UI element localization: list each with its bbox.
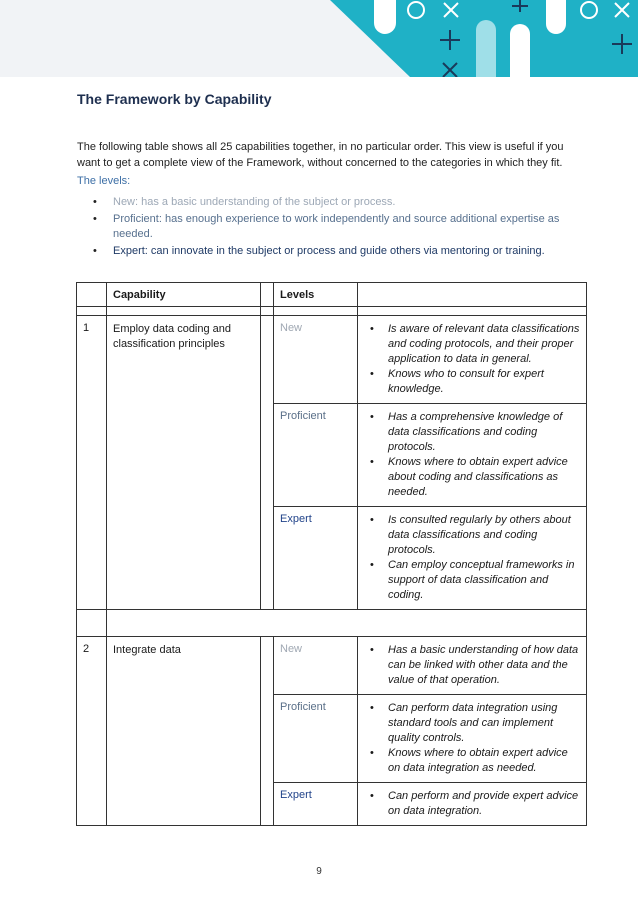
list-item: • Knows where to obtain expert advice on data integration as needed. <box>358 746 580 776</box>
list-item: • Is aware of relevant data classifications and coding protocols, and their proper application to data in general. <box>358 322 580 367</box>
header-capability: Capability <box>107 283 261 307</box>
table-row <box>77 316 587 404</box>
list-item: • Knows where to obtain expert advice about coding and classifications as needed. <box>358 455 580 500</box>
capability-name: Integrate data <box>107 637 261 826</box>
decorative-pattern-icon <box>0 0 638 77</box>
intro-paragraph: The following table shows all 25 capabilities together, in no particular order. This view is useful if you want to get a complete view of the Framework, without concerned to the categories in which they fit. <box>77 141 564 169</box>
header-levels: Levels <box>274 283 358 307</box>
level-label: Proficient <box>274 695 358 783</box>
spacer-row <box>77 307 587 316</box>
list-item: • Can perform data integration using standard tools and can implement quality controls. <box>358 701 580 746</box>
level-label: Proficient <box>274 404 358 507</box>
table-row <box>77 637 587 695</box>
header-num-cell <box>77 283 107 307</box>
list-item: • Can perform and provide expert advice on data integration. <box>358 789 580 819</box>
header-desc-cell <box>358 283 587 307</box>
level-description <box>358 507 587 610</box>
level-description <box>358 404 587 507</box>
page-title: The Framework by Capability <box>77 91 272 107</box>
level-description <box>358 637 587 695</box>
level-new-item: • New: has a basic understanding of the subject or process. <box>90 195 580 210</box>
levels-list <box>90 195 580 261</box>
level-expert-item: • Expert: can innovate in the subject or process and guide others via mentoring or training. <box>90 244 580 259</box>
list-item: • Has a comprehensive knowledge of data classifications and coding protocols. <box>358 410 580 455</box>
level-description <box>358 783 587 826</box>
level-description <box>358 316 587 404</box>
list-item: • Has a basic understanding of how data can be linked with other data and the value of that operation. <box>358 643 580 688</box>
levels-heading: The levels: <box>77 175 131 187</box>
list-item: • Is consulted regularly by others about data classifications and coding protocols. <box>358 513 580 558</box>
capability-number: 2 <box>77 637 107 826</box>
list-item: • Knows who to consult for expert knowledge. <box>358 367 580 397</box>
capability-number: 1 <box>77 316 107 610</box>
capability-table <box>76 282 587 826</box>
page-number: 9 <box>316 866 322 877</box>
gap-cell <box>261 316 274 610</box>
header-banner <box>0 0 638 77</box>
header-gap-cell <box>261 283 274 307</box>
spacer-row <box>77 610 587 637</box>
level-label: New <box>274 637 358 695</box>
capability-name: Employ data coding and classification principles <box>107 316 261 610</box>
gap-cell <box>261 637 274 826</box>
list-item: • Can employ conceptual frameworks in support of data classification and coding. <box>358 558 580 603</box>
level-label: Expert <box>274 507 358 610</box>
table-header-row <box>77 283 587 307</box>
level-description <box>358 695 587 783</box>
level-proficient-item: • Proficient: has enough experience to work independently and source additional expertise as needed. <box>90 212 580 242</box>
level-label: Expert <box>274 783 358 826</box>
level-label: New <box>274 316 358 404</box>
